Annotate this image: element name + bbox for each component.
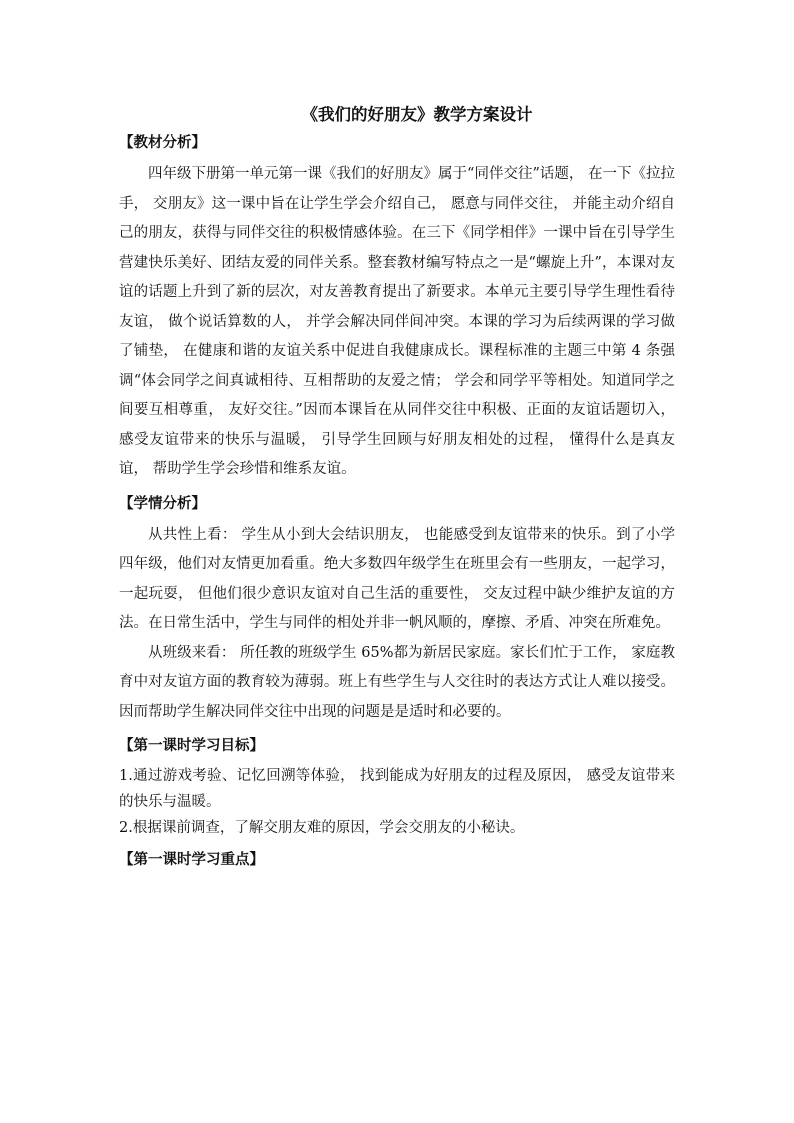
section-heading-textbook-analysis: 【教材分析】 [119, 134, 206, 151]
section-heading-learning-goals: 【第一课时学习目标】 [119, 737, 264, 754]
student-analysis-paragraph-class: 从班级来看： 所任教的班级学生 65%都为新居民家庭。家长们忙于工作， 家庭教育中对友谊方面的教育较为薄弱。班上有些学生与人交往时的表达方式让人难以接受。因而帮助学生解决同伴交往中出现的问题是是适时和必要的。 [119, 644, 675, 720]
learning-goal-item-2: 2.根据课前调查，了解交朋友难的原因，学会交朋友的小秘诀。 [119, 820, 525, 836]
document-title: 《我们的好朋友》教学方案设计 [301, 105, 533, 124]
textbook-analysis-paragraph: 四年级下册第一单元第一课《我们的好朋友》属于“同伴交往”话题， 在一下《拉拉手， 交朋友》这一课中旨在让学生学会介绍自己， 愿意与同伴交往， 并能主动介绍自己的朋友，获得与同伴交往的积极情感体验。在三下《同学相伴》一课中旨在引导学生营建快乐美好、团结友爱的同伴关系。整套教材编写特点之一是“螺旋上升”，本课对友谊的话题上升到了新的层次，对友善教育提出了新要求。本单元主要引导学生理性看待友谊， 做个说话算数的人， 并学会解决同伴间冲突。本课的学习为后续两课的学习做了铺垫， 在健康和谐的友谊关系中促进自我健康成长。课程标准的主题三中第 4 条强调“体会同学之间真诚相待、互相帮助的友爱之情； 学会和同学平等相处。知道同学之间要互相尊重， 友好交往。”因而本课旨在从同伴交往中积极、正面的友谊话题切入， 感受友谊带来的快乐与温暖， 引导学生回顾与好朋友相处的过程， 懂得什么是真友谊， 帮助学生学会珍惜和维系友谊。 [119, 166, 675, 477]
section-heading-student-analysis: 【学情分析】 [119, 494, 206, 512]
learning-goal-item-1: 1.通过游戏考验、记忆回溯等体验， 找到能成为好朋友的过程及原因， 感受友谊带来的快乐与温暖。 [119, 768, 675, 810]
section-heading-key-points: 【第一课时学习重点】 [119, 851, 264, 868]
student-analysis-paragraph-common: 从共性上看： 学生从小到大会结识朋友， 也能感受到友谊带来的快乐。到了小学四年级，他们对友情更加看重。绝大多数四年级学生在班里会有一些朋友，一起学习， 一起玩耍， 但他们很少意识友谊对自己生活的重要性， 交友过程中缺少维护友谊的方法。在日常生活中，学生与同伴的相处并非一帆风顺的，摩擦、矛盾、冲突在所难免。 [119, 526, 675, 631]
document-body [119, 104, 675, 871]
